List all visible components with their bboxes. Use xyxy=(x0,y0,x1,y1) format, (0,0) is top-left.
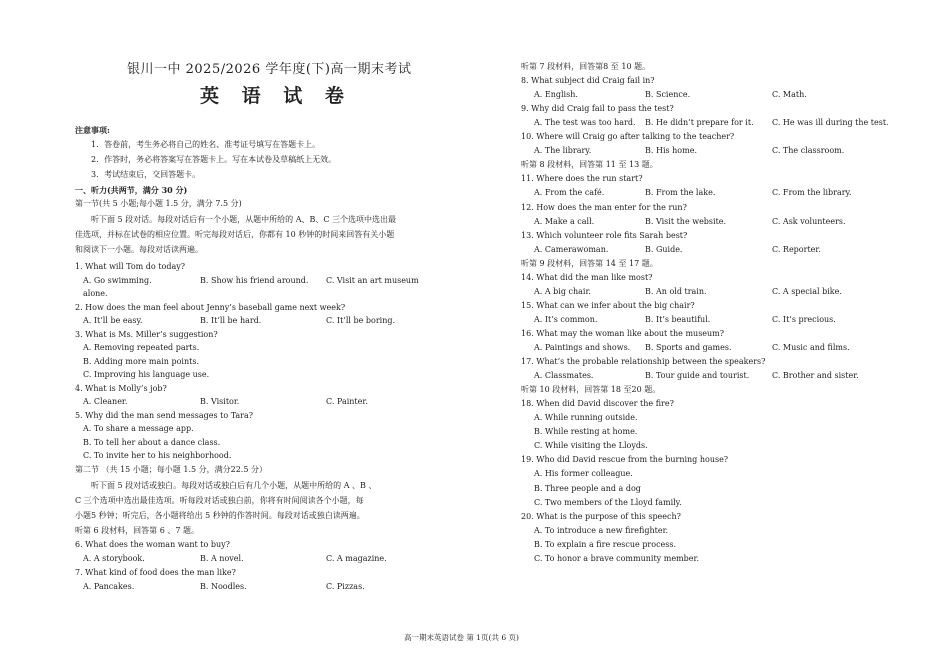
answer-option: C. Two members of the Lloyd family. xyxy=(534,497,682,507)
answer-option: C. Brother and sister. xyxy=(772,371,859,381)
passage-instruction: 听第 10 段材料，回答第 18 至20 题。 xyxy=(521,385,661,395)
answer-option: A. A big chair. xyxy=(534,286,591,296)
exam-school-title: 银川一中 2025/2026 学年度(下)高一期末考试 xyxy=(127,62,412,77)
answer-option: C. The classroom. xyxy=(772,146,845,156)
notice-item: 2．作答时，务必将答案写在答题卡上。写在本试卷及草稿纸上无效。 xyxy=(91,155,337,164)
answer-option: B. Adding more main points. xyxy=(83,356,199,366)
answer-option: A. Go swimming. xyxy=(83,275,152,285)
answer-option: B. Show his friend around. xyxy=(200,275,309,285)
answer-option: B. Sports and games. xyxy=(645,343,732,352)
answer-option: C. Visit an art museum xyxy=(326,275,419,285)
section2-heading: 第二节 （共 15 小题；每小题 1.5 分，满分22.5 分） xyxy=(75,465,267,474)
answer-option: A. English. xyxy=(534,90,578,100)
answer-option: A. Paintings and shows. xyxy=(534,343,631,352)
question-stem: 19. Who did David rescue from the burning house? xyxy=(521,455,729,465)
answer-option: B. Noodles. xyxy=(200,582,247,591)
answer-option-continued: alone. xyxy=(83,289,108,298)
answer-option: C. Music and films. xyxy=(772,343,850,352)
section1-heading: 第一节(共 5 小题;每小题 1.5 分，满分 7.5 分) xyxy=(75,199,242,208)
answer-option: C. While visiting the Lloyds. xyxy=(534,441,648,451)
question-stem: 16. What may the woman like about the museum? xyxy=(521,328,725,338)
answer-option: B. Visitor. xyxy=(200,397,240,406)
answer-option: A. To introduce a new firefighter. xyxy=(534,525,669,535)
answer-option: C. Pizzas. xyxy=(326,582,365,591)
answer-option: A. Classmates. xyxy=(534,371,594,381)
answer-option: B. Visit the website. xyxy=(645,216,727,226)
question-stem: 20. What is the purpose of this speech? xyxy=(521,511,681,521)
answer-option: B. His home. xyxy=(645,146,697,156)
exam-subject-title: 英 语 试 卷 xyxy=(200,85,352,107)
answer-option: C. A magazine. xyxy=(326,554,387,563)
answer-option: B. A novel. xyxy=(200,554,244,563)
answer-option: C. From the library. xyxy=(772,188,852,198)
answer-option: C. Ask volunteers. xyxy=(772,216,846,226)
answer-option: C. Improving his language use. xyxy=(83,370,210,379)
question-stem: 10. Where will Craig go after talking to the teacher? xyxy=(521,132,735,142)
answer-option: A. Pancakes. xyxy=(83,582,135,591)
answer-option: B. It’s beautiful. xyxy=(645,314,711,324)
question-stem: 9. Why did Craig fail to pass the test? xyxy=(521,104,674,114)
answer-option: A. A storybook. xyxy=(83,554,145,563)
answer-option: B. He didn’t prepare for it. xyxy=(645,118,754,128)
answer-option: B. While resting at home. xyxy=(534,427,638,437)
question-stem: 4. What is Molly’s job? xyxy=(75,383,167,393)
passage-instruction: 听第 9 段材料，回答第 14 至 17 题。 xyxy=(521,258,658,268)
section1-instruction: 和阅读下一小题。每段对话读两遍。 xyxy=(75,245,203,254)
question-stem: 1. What will Tom do today? xyxy=(75,262,186,271)
question-stem: 12. How does the man enter for the run? xyxy=(521,202,687,212)
notice-heading: 注意事项: xyxy=(75,125,110,135)
answer-option: B. Three people and a dog xyxy=(534,483,641,493)
answer-option: C. To honor a brave community member. xyxy=(534,553,699,563)
answer-option: A. Make a call. xyxy=(534,216,595,226)
section2-instruction: 听下面 5 段对话或独白。每段对话或独白后有几个小题，从题中所给的 A 、B 、 xyxy=(91,481,377,490)
page-footer: 高一期末英语试卷 第 1页(共 6 页) xyxy=(404,633,519,642)
answer-option: C. Reporter. xyxy=(772,244,821,254)
answer-option: C. It’s precious. xyxy=(772,314,836,324)
answer-option: C. Painter. xyxy=(326,397,368,406)
question-stem: 3. What is Ms. Miller’s suggestion? xyxy=(75,329,218,339)
question-stem: 7. What kind of food does the man like? xyxy=(75,568,236,577)
question-stem: 6. What does the woman want to buy? xyxy=(75,540,230,549)
answer-option: A. Cleaner. xyxy=(83,397,128,406)
answer-option: B. To explain a fire rescue process. xyxy=(534,539,677,549)
question-stem: 13. Which volunteer role fits Sarah best? xyxy=(521,230,688,240)
section1-instruction: 听下面 5 段对话。每段对话后有一个小题，从题中所给的 A、B、C 三个选项中选出最 xyxy=(91,215,397,224)
answer-option: B. Guide. xyxy=(645,244,683,254)
question-stem: 18. When did David discover the fire? xyxy=(521,399,674,409)
answer-option: A. While running outside. xyxy=(534,413,638,423)
question-stem: 15. What can we infer about the big chair? xyxy=(521,300,695,310)
answer-option: B. Tour guide and tourist. xyxy=(645,371,750,381)
question-stem: 2. How does the man feel about Jenny’s baseball game next week? xyxy=(75,302,346,312)
answer-option: A. His former colleague. xyxy=(534,469,633,479)
section2-instruction: 小题5 秒钟；听完后，各小题将给出 5 秒钟的作答时间。每段对话或独白读两遍。 xyxy=(75,511,365,520)
section1-instruction: 佳选项，并标在试卷的相应位置。听完每段对话后，你都有 10 秒钟的时间来回答有关小题 xyxy=(75,230,395,239)
passage-instruction: 听第 7 段材料，回答第8 至 10 题。 xyxy=(521,62,651,71)
answer-option: B. An old train. xyxy=(645,286,707,296)
answer-option: B. It’ll be hard. xyxy=(200,316,262,325)
answer-option: A. The library. xyxy=(534,146,592,156)
answer-option: C. To invite her to his neighborhood. xyxy=(83,451,232,460)
question-stem: 5. Why did the man send messages to Tara? xyxy=(75,410,254,420)
answer-option: A. To share a message app. xyxy=(83,424,194,433)
answer-option: A. From the café. xyxy=(534,188,605,198)
passage-instruction: 听第 8 段材料，回答第 11 至 13 题。 xyxy=(521,160,658,170)
section2-instruction: C 三个选项中选出最佳选项。听每段对话或独白前，你将有时间阅读各个小题，每 xyxy=(75,496,364,505)
answer-option: A. It’s common. xyxy=(534,314,598,324)
question-stem: 8. What subject did Craig fail in? xyxy=(521,76,655,86)
answer-option: A. Removing repeated parts. xyxy=(83,343,200,352)
passage-instruction: 听第 6 段材料，回答第 6 、7 题。 xyxy=(75,526,199,535)
answer-option: C. It’ll be boring. xyxy=(326,316,396,325)
answer-option: C. Math. xyxy=(772,90,807,100)
part1-heading: 一、听力(共两节，满分 30 分) xyxy=(75,185,188,195)
answer-option: C. He was ill during the test. xyxy=(772,118,889,128)
question-stem: 17. What’s the probable relationship between the speakers? xyxy=(521,357,766,367)
question-stem: 11. Where does the run start? xyxy=(521,174,643,184)
answer-option: B. Science. xyxy=(645,90,691,100)
question-stem: 14. What did the man like most? xyxy=(521,272,653,282)
notice-item: 1．答卷前，考生务必将自己的姓名、准考证号填写在答题卡上。 xyxy=(91,140,321,149)
answer-option: B. To tell her about a dance class. xyxy=(83,437,221,447)
answer-option: A. The test was too hard. xyxy=(534,118,636,128)
answer-option: B. From the lake. xyxy=(645,188,716,198)
answer-option: C. A special bike. xyxy=(772,286,842,296)
answer-option: A. It’ll be easy. xyxy=(83,316,143,325)
answer-option: A. Camerawoman. xyxy=(534,244,609,254)
notice-item: 3．考试结束后，交回答题卡。 xyxy=(91,170,201,179)
